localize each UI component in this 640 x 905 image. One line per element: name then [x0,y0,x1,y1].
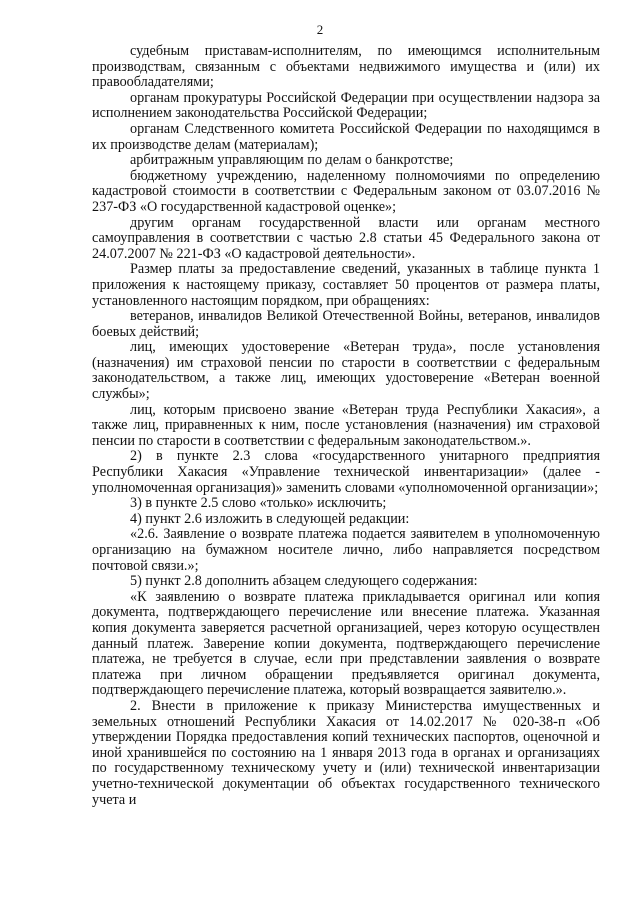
paragraph-item-2-3: 2) в пункте 2.3 слова «государственного унитарного предприятия Республики Хакасия «Управление технической инвентаризации» (далее - уполномоченная организация)» заменить словами «уполномоченной организации»; [92,448,600,496]
paragraph-budget-institution: бюджетному учреждению, наделенному полномочиями по определению кадастровой стоимости в соответствии с Федеральным законом от 03.07.2016 № 237-ФЗ «О государственной кадастровой оценке»; [92,167,600,215]
document-body [92,44,600,808]
paragraph-investigative-committee: органам Следственного комитета Российской Федерации по находящимся в их производстве делам (материалам); [92,120,600,153]
paragraph-bailiffs: судебным приставам-исполнителям, по имеющимся исполнительным производствам, связанным с объектами недвижимого имущества и (или) их правообладателями; [92,43,600,91]
paragraph-section-2: 2. Внести в приложение к приказу Министерства имущественных и земельных отношений Республики Хакасия от 14.02.2017 № 020-38-п «Об утверждении Порядка предоставления копий технических паспортов, оценочной и иной хранившейся по состоянию на 1 января 2013 года в органах и организациях по государственному техническому учету и (или) технической инвентаризации учетно-технической документации об объектах государственного технического учета и [92,697,600,808]
paragraph-khakassia-labor-veterans: лиц, которым присвоено звание «Ветеран труда Республики Хакасия», а также лиц, приравненных к ним, после установления (назначения) им страховой пенсии по старости в соответствии с федеральным законодательством.». [92,401,600,449]
paragraph-arbitration-managers: арбитражным управляющим по делам о банкротстве; [130,152,454,169]
paragraph-item-2-8-text: «К заявлению о возврате платежа прикладывается оригинал или копия документа, подтверждающего перечисление или внесение платежа. Указанная копия документа заверяется расчетной организацией, через которую осуществлен данный платеж. Заверение копии документа, подтверждающего перечисление платежа, не требуется в случае, если при представлении заявления о возврате платежа при личном обращении предъявляется оригинал документа, подтверждающего перечисление платежа, который возвращается заявителю.». [92,588,600,699]
paragraph-item-2-8: 5) пункт 2.8 дополнить абзацем следующего содержания: [130,573,478,590]
page-number: 2 [316,22,324,37]
paragraph-fee-size: Размер платы за предоставление сведений, указанных в таблице пункта 1 приложения к настоящему приказу, составляет 50 процентов от размера платы, установленного настоящим порядком, при обращениях: [92,261,600,309]
paragraph-item-2-6-text: «2.6. Заявление о возврате платежа подается заявителем в уполномоченную организацию на бумажном носителе лично, либо направляется посредством почтовой связи.»; [92,526,600,574]
paragraph-labor-veterans: лиц, имеющих удостоверение «Ветеран труда», после установления (назначения) им страховой пенсии по старости в соответствии с федеральным законодательством, а также лиц, имеющих удостоверение «Ветеран военной службы»; [92,339,600,403]
paragraph-item-2-5: 3) в пункте 2.5 слово «только» исключить; [130,495,387,512]
paragraph-veterans-wwii: ветеранов, инвалидов Великой Отечественной Войны, ветеранов, инвалидов боевых действий; [92,308,600,340]
paragraph-item-2-6: 4) пункт 2.6 изложить в следующей редакции: [130,510,410,527]
paragraph-prosecutors: органам прокуратуры Российской Федерации при осуществлении надзора за исполнением законодательства Российской Федерации; [92,89,600,122]
paragraph-other-authorities: другим органам государственной власти или органам местного самоуправления в соответствии с частью 2.8 статьи 45 Федерального закона от 24.07.2007 № 221-ФЗ «О кадастровой деятельности». [92,214,600,262]
